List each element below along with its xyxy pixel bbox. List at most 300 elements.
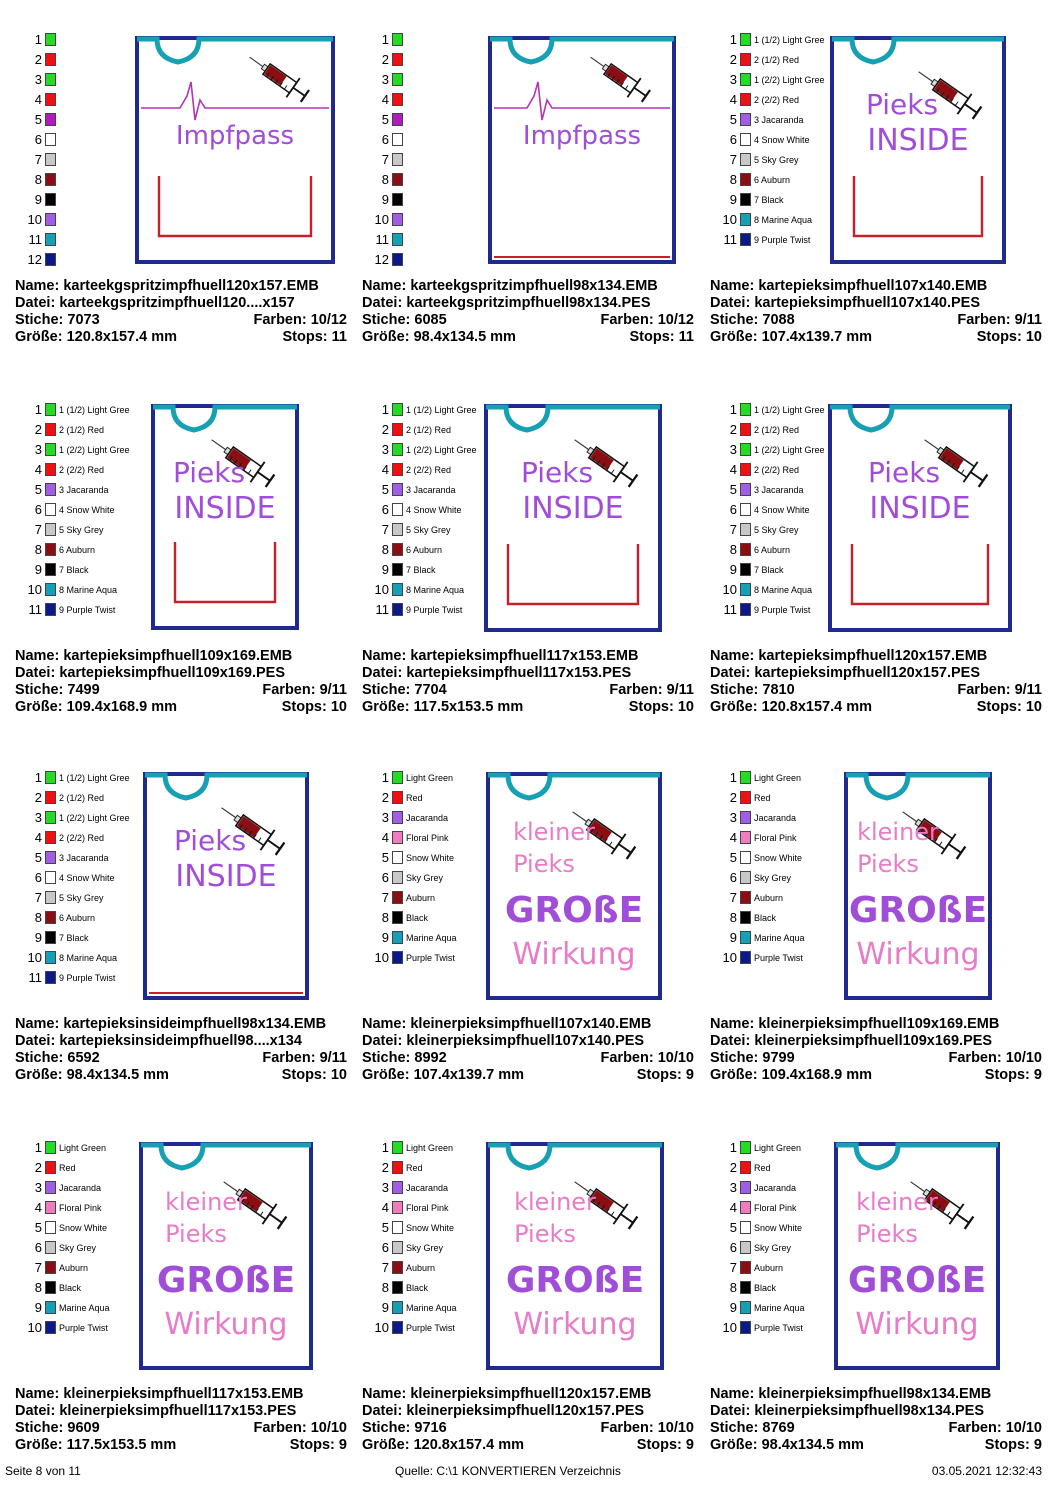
embroidery-text: GROßE (848, 890, 988, 931)
stitch-count-label: Stiche: (15, 1050, 64, 1066)
legend-item (362, 460, 492, 480)
legend-index: 11 (28, 602, 42, 617)
color-swatch (45, 403, 56, 416)
design-file-value: kartepieksimpfhuell117x153.PES (406, 665, 632, 681)
stop-count (629, 699, 694, 716)
legend-color-name: Red (754, 793, 771, 803)
legend-item (15, 1178, 145, 1198)
design-card[interactable] (710, 768, 1050, 1128)
color-swatch (45, 871, 56, 884)
embroidery-text: kleiner (514, 1188, 596, 1216)
legend-item (15, 90, 145, 110)
legend-item (15, 1198, 145, 1218)
design-name-value: kartepieksimpfhuell117x153.EMB (410, 648, 639, 664)
embroidery-text: Pieks (867, 456, 941, 489)
embroidery-text: Pieks (173, 824, 247, 857)
legend-index: 5 (381, 850, 389, 865)
legend-color-name: 1 (2/2) Light Gree (59, 813, 130, 823)
color-swatch (740, 523, 751, 536)
design-info (15, 278, 355, 346)
design-name-label: Name: (362, 278, 407, 294)
legend-item (15, 520, 145, 540)
legend-index: 6 (729, 1240, 737, 1255)
legend-color-name: 8 Marine Aqua (59, 953, 118, 963)
color-swatch (392, 1281, 403, 1294)
legend-item (362, 250, 492, 270)
design-file-value: kartepieksimpfhuell120x157.PES (754, 665, 981, 681)
design-file (362, 1033, 644, 1049)
legend-item (362, 130, 492, 150)
stitch-count-value: 9799 (762, 1050, 795, 1066)
legend-index: 1 (381, 402, 389, 417)
legend-item (15, 580, 145, 600)
design-preview (135, 36, 335, 264)
legend-item (362, 70, 492, 90)
legend-index: 8 (34, 910, 42, 925)
design-card[interactable] (710, 1138, 1050, 1498)
legend-index: 11 (723, 232, 737, 247)
design-file-label: Datei: (362, 1033, 403, 1049)
stop-count (985, 1437, 1042, 1454)
legend-index: 4 (381, 1200, 389, 1215)
stop-count (282, 699, 347, 716)
legend-color-name: 1 (1/2) Light Gree (406, 405, 477, 415)
legend-item (710, 1318, 840, 1338)
stitch-count-label: Stiche: (362, 1420, 411, 1436)
design-info (710, 1386, 1050, 1454)
legend-item (710, 600, 840, 620)
embroidery-text: Wirkung (164, 1307, 288, 1342)
design-name-value: kleinerpieksimpfhuell120x157.EMB (410, 1386, 652, 1402)
legend-item (710, 848, 840, 868)
color-swatch (392, 253, 403, 266)
color-swatch (45, 1161, 56, 1174)
legend-item (710, 500, 840, 520)
color-swatch (740, 483, 751, 496)
design-size-value: 120.8x157.4 mm (413, 1437, 525, 1453)
stitch-count-label: Stiche: (710, 1050, 759, 1066)
design-card[interactable] (362, 1138, 707, 1498)
design-name (15, 1016, 326, 1032)
legend-index: 5 (34, 850, 42, 865)
design-name (362, 278, 658, 294)
legend-index: 2 (34, 790, 42, 805)
color-swatch (392, 603, 403, 616)
design-name-label: Name: (362, 1016, 407, 1032)
stop-count (630, 329, 694, 346)
legend-item (15, 848, 145, 868)
color-swatch (45, 463, 56, 476)
stop-count-value: 11 (678, 329, 694, 345)
design-file-value: karteekgspritzimpfhuell120....x157 (59, 295, 295, 311)
legend-index: 4 (34, 1200, 42, 1215)
legend-index: 6 (34, 132, 42, 147)
embroidery-text: Pieks (856, 1220, 918, 1248)
design-size-value: 98.4x134.5 mm (761, 1437, 864, 1453)
legend-item (710, 560, 840, 580)
design-size-label: Größe: (15, 1437, 63, 1453)
color-swatch (45, 523, 56, 536)
design-size (362, 1437, 524, 1454)
design-card[interactable] (710, 400, 1050, 760)
design-file-value: kleinerpieksimpfhuell120x157.PES (406, 1403, 645, 1419)
legend-item (15, 50, 145, 70)
stop-count (977, 329, 1042, 346)
legend-index: 7 (381, 522, 389, 537)
legend-color-name: 4 Snow White (406, 505, 462, 515)
design-card[interactable] (362, 30, 707, 390)
embroidery-text: Pieks (865, 88, 939, 121)
color-swatch (740, 1161, 751, 1174)
stitch-count (710, 682, 795, 699)
color-swatch (392, 771, 403, 784)
color-swatch (45, 1301, 56, 1314)
design-file (710, 1403, 984, 1419)
legend-index: 6 (381, 1240, 389, 1255)
design-card[interactable] (15, 30, 360, 390)
color-swatch (392, 153, 403, 166)
color-swatch (392, 891, 403, 904)
legend-item (15, 1318, 145, 1338)
color-count-value: 10/10 (310, 1420, 347, 1436)
legend-color-name: Red (406, 793, 423, 803)
color-count-label: Farben: (957, 682, 1011, 698)
legend-color-name: 9 Purple Twist (754, 235, 811, 245)
legend-color-name: Red (59, 1163, 76, 1173)
legend-color-name: 2 (2/2) Red (406, 465, 452, 475)
legend-index: 12 (27, 252, 42, 267)
legend-index: 10 (27, 212, 42, 227)
legend-index: 7 (381, 1260, 389, 1275)
legend-color-name: Purple Twist (406, 953, 455, 963)
legend-color-name: 9 Purple Twist (59, 605, 116, 615)
legend-item (15, 928, 145, 948)
design-size-label: Größe: (15, 1067, 63, 1083)
color-count-label: Farben: (600, 1420, 654, 1436)
legend-item (15, 400, 145, 420)
design-name-value: karteekgspritzimpfhuell98x134.EMB (410, 278, 658, 294)
embroidery-text: Pieks (165, 1220, 227, 1248)
design-info (362, 648, 702, 716)
legend-index: 5 (729, 1220, 737, 1235)
legend-index: 9 (729, 192, 737, 207)
legend-index: 9 (381, 1300, 389, 1315)
design-card[interactable] (15, 768, 360, 1128)
legend-color-name: Purple Twist (754, 953, 803, 963)
design-card[interactable] (15, 400, 360, 760)
legend-color-name: 2 (2/2) Red (59, 833, 105, 843)
design-file-label: Datei: (15, 1403, 56, 1419)
page-number: Seite 8 von 11 (5, 1464, 81, 1478)
design-card[interactable] (362, 400, 707, 760)
legend-index: 3 (729, 1180, 737, 1195)
legend-item (362, 1138, 492, 1158)
color-count (949, 1420, 1043, 1437)
design-file (710, 665, 980, 681)
design-size-value: 98.4x134.5 mm (66, 1067, 169, 1083)
embroidery-text: Wirkung (855, 1307, 979, 1342)
legend-color-name: Light Green (406, 773, 454, 783)
legend-index: 6 (34, 502, 42, 517)
legend-color-name: Black (59, 1283, 82, 1293)
color-swatch (45, 1241, 56, 1254)
design-size (15, 329, 177, 346)
legend-index: 10 (722, 212, 737, 227)
legend-color-name: Light Green (754, 1143, 802, 1153)
legend-item (710, 540, 840, 560)
legend-item (15, 1238, 145, 1258)
color-swatch (740, 423, 751, 436)
color-swatch (740, 851, 751, 864)
legend-color-name: Light Green (59, 1143, 107, 1153)
design-name-value: kleinerpieksimpfhuell107x140.EMB (410, 1016, 652, 1032)
design-name (710, 1386, 991, 1402)
color-swatch (45, 771, 56, 784)
legend-index: 4 (34, 92, 42, 107)
legend-item (362, 1318, 492, 1338)
legend-index: 2 (729, 52, 737, 67)
stitch-count-label: Stiche: (15, 1420, 64, 1436)
design-size (15, 699, 177, 716)
design-name-value: kleinerpieksimpfhuell117x153.EMB (63, 1386, 304, 1402)
color-count (601, 1050, 695, 1067)
color-count-label: Farben: (948, 1420, 1002, 1436)
design-file (710, 295, 980, 311)
legend-item (710, 1158, 840, 1178)
design-preview (834, 1142, 1000, 1370)
legend-item (15, 1258, 145, 1278)
color-swatch (45, 73, 56, 86)
color-count (262, 682, 347, 699)
legend-index: 4 (381, 92, 389, 107)
legend-index: 6 (381, 502, 389, 517)
color-count (254, 1420, 348, 1437)
embroidery-text: GROßE (847, 1260, 987, 1301)
stop-count-value: 9 (685, 1437, 694, 1453)
legend-item (15, 968, 145, 988)
design-file (15, 1033, 302, 1049)
design-card[interactable] (362, 768, 707, 1128)
stop-count-value: 10 (677, 699, 694, 715)
legend-item (362, 1198, 492, 1218)
embroidery-text: Pieks (857, 850, 919, 878)
legend-index: 10 (27, 582, 42, 597)
legend-index: 9 (381, 930, 389, 945)
color-swatch (392, 1201, 403, 1214)
color-count-label: Farben: (253, 1420, 307, 1436)
legend-color-name: Jacaranda (59, 1183, 102, 1193)
legend-index: 5 (34, 112, 42, 127)
color-swatch (392, 443, 403, 456)
legend-color-name: Jacaranda (406, 1183, 449, 1193)
legend-index: 2 (381, 422, 389, 437)
color-count (262, 1050, 347, 1067)
legend-color-name: 3 Jacaranda (59, 853, 109, 863)
stitch-count (362, 1050, 447, 1067)
design-file-value: kleinerpieksimpfhuell109x169.PES (754, 1033, 993, 1049)
design-file-label: Datei: (362, 1403, 403, 1419)
stop-count-value: 10 (330, 699, 347, 715)
color-count (254, 312, 348, 329)
legend-index: 3 (34, 1180, 42, 1195)
design-file (362, 665, 631, 681)
color-swatch (740, 133, 751, 146)
legend-index: 5 (381, 112, 389, 127)
design-file-value: kartepieksinsideimpfhuell98....x134 (59, 1033, 302, 1049)
legend-index: 11 (28, 232, 42, 247)
color-count-value: 10/10 (1005, 1420, 1042, 1436)
design-size (710, 1437, 864, 1454)
design-size-label: Größe: (362, 1437, 410, 1453)
legend-index: 10 (722, 950, 737, 965)
color-count (601, 312, 695, 329)
design-file-label: Datei: (15, 295, 56, 311)
design-file-value: kleinerpieksimpfhuell98x134.PES (754, 1403, 985, 1419)
legend-item (710, 1138, 840, 1158)
stitch-count-value: 6085 (414, 312, 447, 328)
legend-color-name: Floral Pink (406, 833, 449, 843)
color-swatch (45, 851, 56, 864)
legend-item (362, 928, 492, 948)
legend-item (15, 948, 145, 968)
color-swatch (392, 93, 403, 106)
design-size (362, 699, 523, 716)
stop-count-label: Stops: (629, 329, 675, 345)
color-swatch (740, 1221, 751, 1234)
legend-index: 10 (27, 1320, 42, 1335)
legend-item (15, 440, 145, 460)
stop-count-label: Stops: (281, 699, 327, 715)
design-size-value: 117.5x153.5 mm (413, 699, 524, 715)
legend-item (362, 1258, 492, 1278)
color-swatch (740, 443, 751, 456)
stitch-count (362, 312, 447, 329)
legend-item (710, 1238, 840, 1258)
design-name-label: Name: (362, 1386, 407, 1402)
legend-item (362, 110, 492, 130)
color-swatch (45, 583, 56, 596)
stop-count-value: 9 (685, 1067, 694, 1083)
legend-item (362, 1178, 492, 1198)
color-swatch (740, 1181, 751, 1194)
legend-item (15, 1138, 145, 1158)
embroidery-text: kleiner (513, 818, 595, 846)
legend-item (710, 170, 840, 190)
legend-item (15, 230, 145, 250)
color-count (957, 312, 1042, 329)
color-swatch (740, 563, 751, 576)
color-swatch (392, 523, 403, 536)
color-swatch (392, 403, 403, 416)
legend-item (710, 1258, 840, 1278)
color-count-label: Farben: (253, 312, 307, 328)
design-preview (844, 772, 992, 1000)
embroidery-text: Wirkung (513, 1307, 637, 1342)
legend-item (362, 868, 492, 888)
legend-index: 4 (381, 462, 389, 477)
color-count (601, 1420, 695, 1437)
legend-item (710, 908, 840, 928)
legend-index: 8 (34, 542, 42, 557)
legend-color-name: Floral Pink (754, 833, 797, 843)
legend-index: 9 (381, 562, 389, 577)
legend-index: 9 (34, 192, 42, 207)
color-swatch (392, 543, 403, 556)
stitch-count-value: 7704 (414, 682, 447, 698)
stop-count-value: 9 (1033, 1067, 1042, 1083)
legend-color-name: 1 (1/2) Light Gree (754, 405, 825, 415)
color-swatch (392, 911, 403, 924)
design-size-value: 107.4x139.7 mm (413, 1067, 525, 1083)
color-swatch (45, 831, 56, 844)
design-info (710, 648, 1050, 716)
legend-index: 3 (729, 72, 737, 87)
design-card[interactable] (710, 30, 1050, 390)
design-file-label: Datei: (362, 665, 403, 681)
design-file (362, 295, 651, 311)
color-swatch (45, 33, 56, 46)
color-swatch (45, 213, 56, 226)
legend-item (15, 190, 145, 210)
stop-count-label: Stops: (984, 1437, 1030, 1453)
design-name-value: karteekgspritzimpfhuell120x157.EMB (63, 278, 319, 294)
stitch-count-value: 7073 (67, 312, 100, 328)
legend-item (362, 908, 492, 928)
legend-color-name: 9 Purple Twist (59, 973, 116, 983)
stitch-count-value: 8769 (762, 1420, 795, 1436)
legend-item (362, 560, 492, 580)
color-swatch (45, 1201, 56, 1214)
legend-index: 9 (381, 192, 389, 207)
legend-color-name: 1 (1/2) Light Gree (59, 773, 130, 783)
legend-color-name: Purple Twist (406, 1323, 455, 1333)
color-swatch (45, 173, 56, 186)
legend-index: 7 (34, 522, 42, 537)
legend-index: 5 (381, 1220, 389, 1235)
stitch-count-label: Stiche: (15, 682, 64, 698)
legend-item (710, 808, 840, 828)
legend-color-name: Jacaranda (754, 1183, 797, 1193)
stop-count (282, 1067, 347, 1084)
legend-color-name: 7 Black (59, 565, 89, 575)
legend-color-name: 1 (2/2) Light Gree (754, 445, 825, 455)
color-swatch (392, 1141, 403, 1154)
legend-color-name: 6 Auburn (754, 545, 791, 555)
stop-count-label: Stops: (282, 329, 328, 345)
legend-item (710, 210, 840, 230)
stop-count-label: Stops: (636, 1067, 682, 1083)
color-swatch (392, 1261, 403, 1274)
legend-color-name: 3 Jacaranda (754, 485, 804, 495)
color-swatch (392, 213, 403, 226)
legend-color-name: 4 Snow White (59, 505, 115, 515)
legend-index: 1 (381, 32, 389, 47)
design-name (710, 1016, 999, 1032)
design-card[interactable] (15, 1138, 360, 1498)
legend-index: 1 (729, 32, 737, 47)
legend-color-name: 1 (2/2) Light Gree (406, 445, 477, 455)
design-name-value: kartepieksimpfhuell107x140.EMB (758, 278, 988, 294)
legend-color-name: Auburn (754, 1263, 784, 1273)
legend-index: 2 (381, 52, 389, 67)
legend-color-name: 9 Purple Twist (754, 605, 811, 615)
design-name-value: kartepieksimpfhuell109x169.EMB (63, 648, 293, 664)
design-name (362, 1386, 651, 1402)
stop-count-label: Stops: (976, 699, 1022, 715)
color-swatch (45, 791, 56, 804)
legend-index: 3 (381, 442, 389, 457)
legend-item (15, 460, 145, 480)
